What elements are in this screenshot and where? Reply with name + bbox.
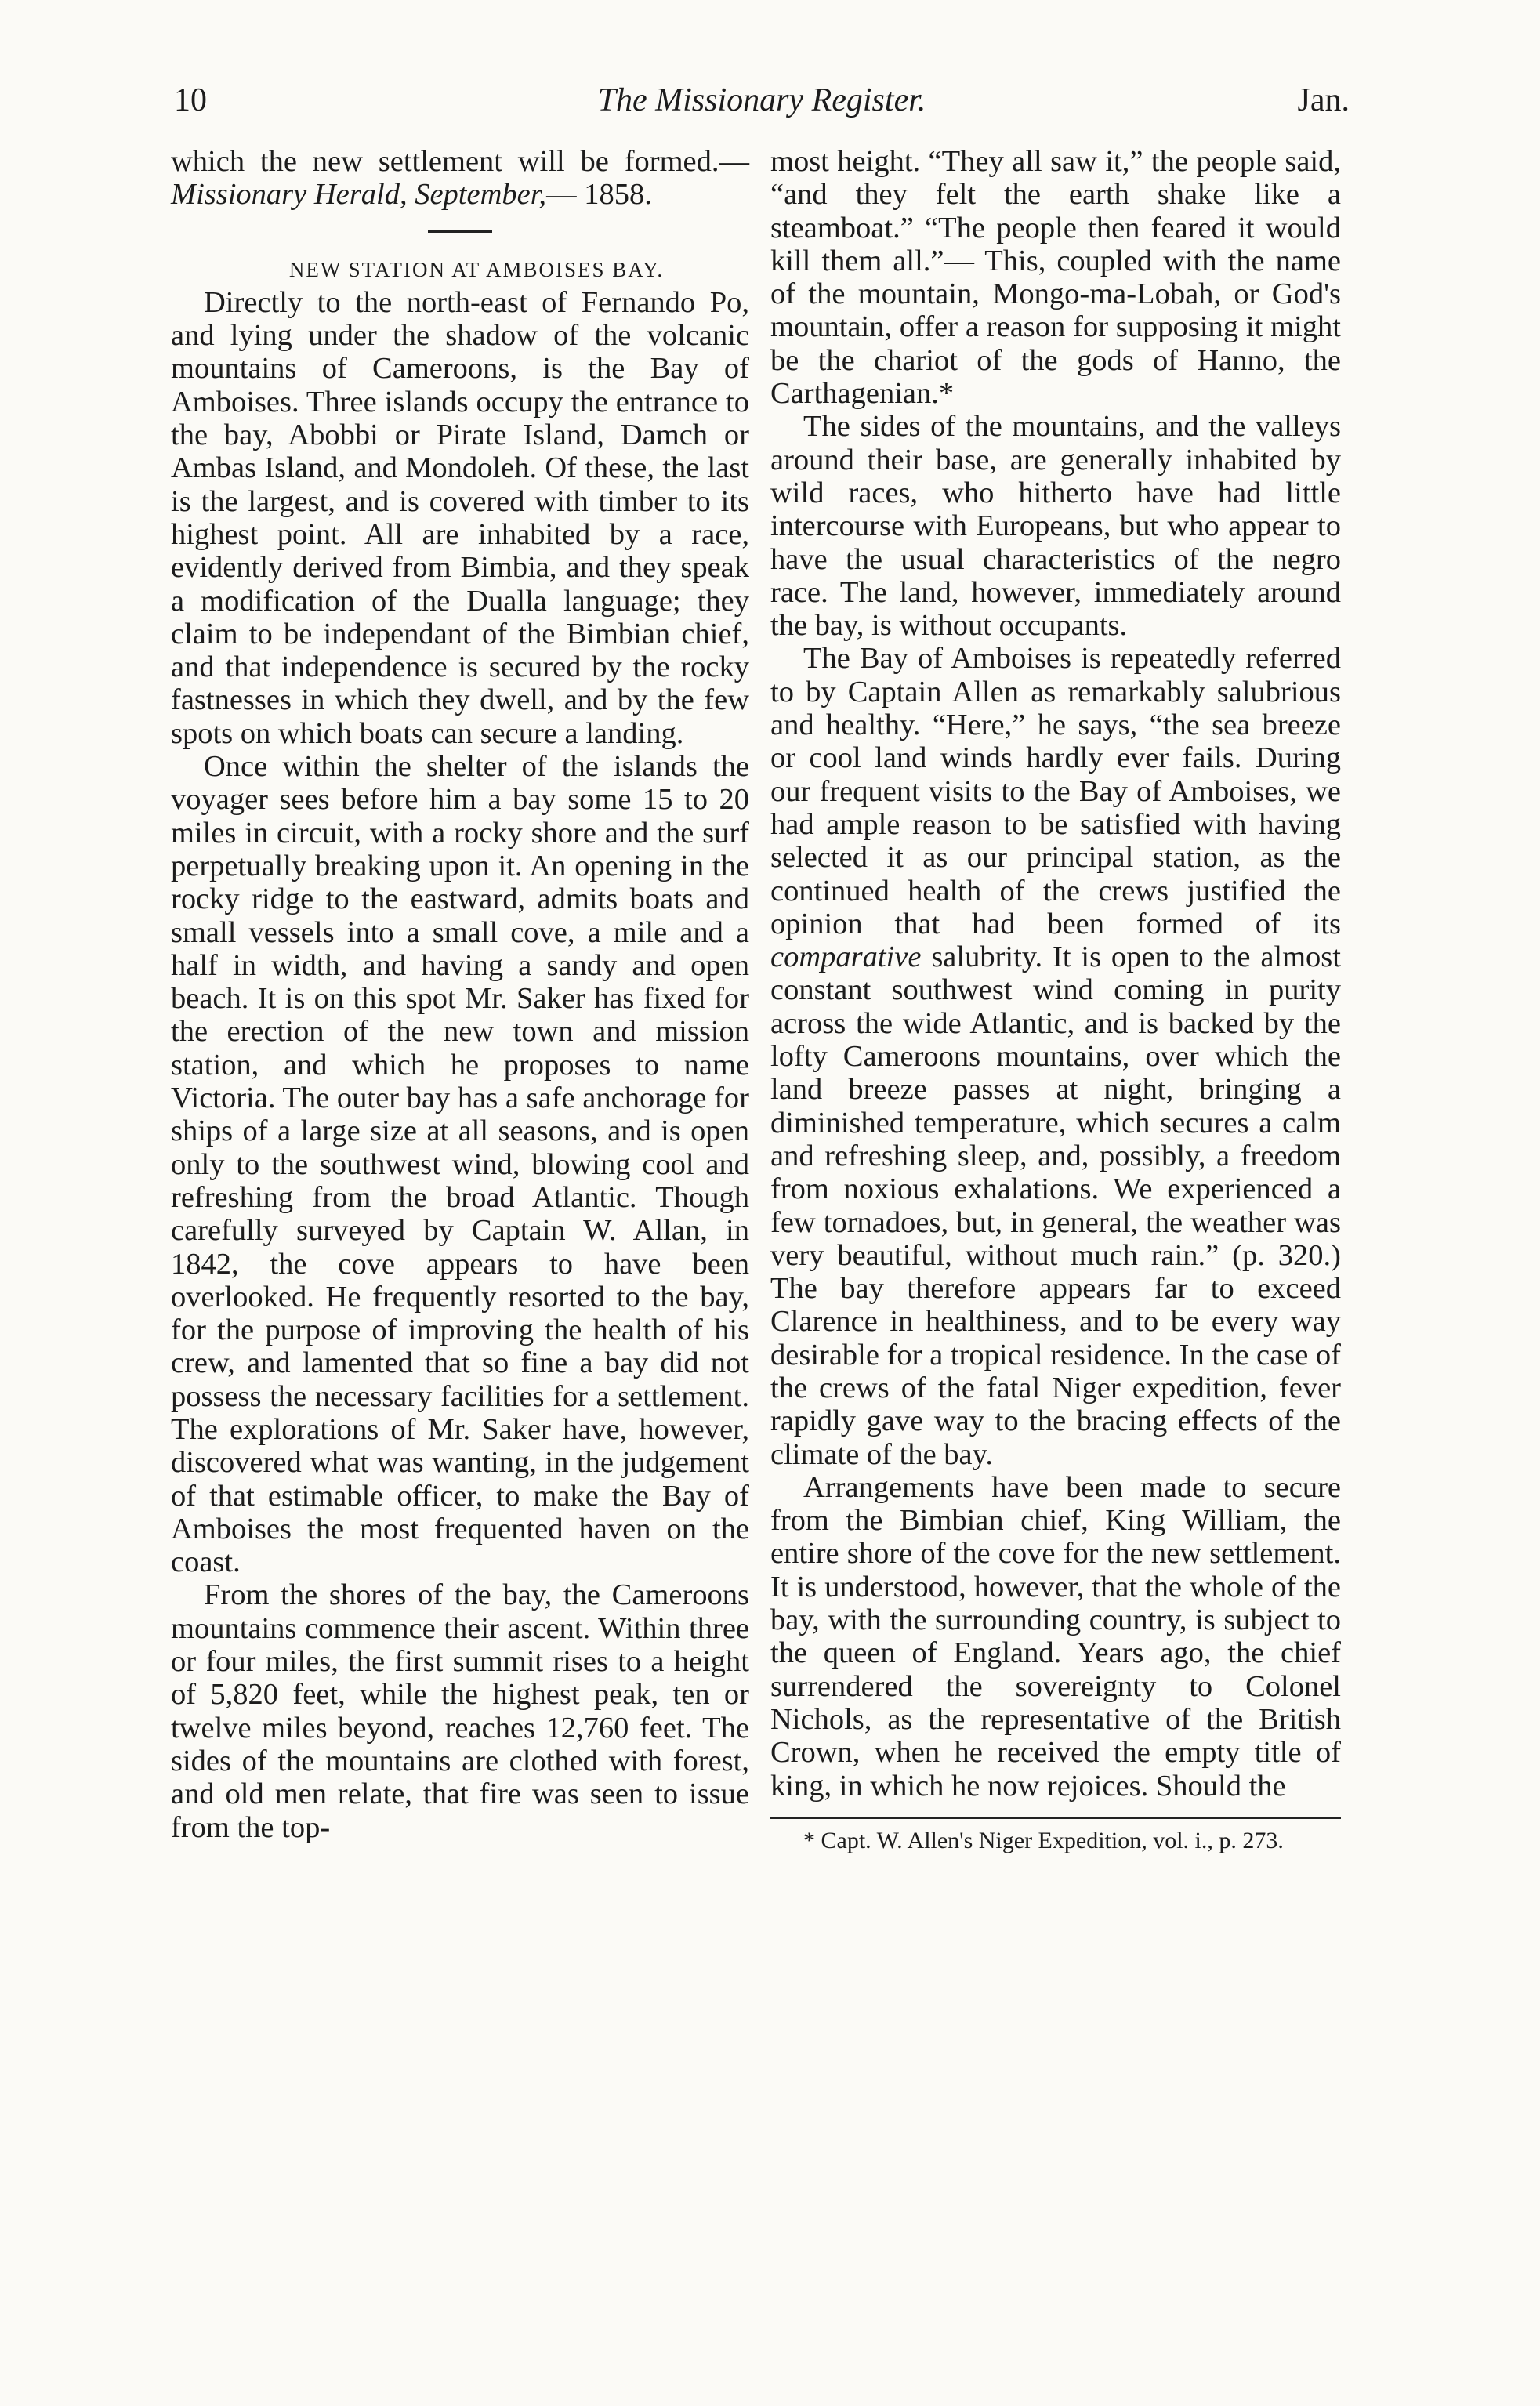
right-column <box>770 145 1341 1855</box>
body-paragraph: The sides of the mountains, and the valleys around their base, are generally inhabited by wild races, who hitherto have had little intercourse with Europeans, but who appear to have the usual characteristics of the negro race. The land, however, immediately around the bay, is without occupants. <box>770 410 1341 643</box>
source-citation-tail: — 1858. <box>546 178 652 212</box>
body-text: salubrity. It is open to the almost constant southwest wind coming in purity across the wide Atlantic, and is backed by the lofty Cameroons mountains, over which the land breeze passes at night, bringing a diminished temperature, which secures a calm and refreshing sleep, and, possibly, a freedom from noxious exhalations. We experienced a few tornadoes, but, in general, the weather was very beautiful, without much rain.” (p. 320.) The bay therefore appears far to exceed Clarence in healthiness, and to be every way desirable for a tropical residence. In the case of the crews of the fatal Niger expedition, fever rapidly gave way to the bracing effects of the climate of the bay. <box>770 940 1341 1471</box>
body-paragraph: Directly to the north-east of Fernando Po, and lying under the shadow of the volcanic mountains of Cameroons, is the Bay of Amboises. Three islands occupy the entrance to the bay, Abobbi or Pirate Island, Damch or Ambas Island, and Mondoleh. Of these, the last is the largest, and is covered with timber to its highest point. All are inhabited by a race, evidently derived from Bimbia, and they speak a modification of the Dualla language; they claim to be independant of the Bimbian chief, and that independence is secured by the rocky fastnesses in which they dwell, and by the few spots on which boats can secure a landing. <box>171 285 749 750</box>
running-header <box>174 82 1350 129</box>
body-paragraph: most height. “They all saw it,” the people said, “and they felt the earth shake like a steamboat.” “The people then feared it would kill them all.”— This, coupled with the name of the mountain, Mongo-ma-Lobah, or God's mountain, offer a reason for supposing it might be the chariot of the gods of Hanno, the Carthagenian.* <box>770 145 1341 411</box>
section-heading: NEW STATION AT AMBOISES BAY. <box>288 257 665 281</box>
body-paragraph: Arrangements have been made to secure from the Bimbian chief, King William, the entire shore of the cove for the new settlement. It is understood, however, that the whole of the bay, with the surrounding country, is subject to the queen of England. Years ago, the chief surrendered the sovereignty to Colonel Nichols, as the representative of the British Crown, when he received the empty title of king, in which he now rejoices. Should the <box>770 1470 1341 1803</box>
continuation-text: which the new settlement will be formed.— <box>171 145 749 178</box>
running-title: The Missionary Register. <box>597 82 926 118</box>
header-month: Jan. <box>1297 82 1350 118</box>
emphasis-text: comparative <box>770 940 922 974</box>
source-citation: Missionary Herald, September, <box>171 178 547 212</box>
section-divider <box>428 230 492 233</box>
body-paragraph <box>770 642 1341 1470</box>
body-text: The Bay of Amboises is repeatedly referred to by Captain Allen as remarkably salubrious and healthy. “Here,” he says, “the sea breeze or cool land winds hardly ever fails. During our frequent visits to the Bay of Amboises, we had ample reason to be satisfied with having selected it as our principal station, as the continued health of the crews justified the opinion that had been formed of its <box>770 642 1341 940</box>
footnote-divider <box>770 1817 1341 1819</box>
page-number: 10 <box>174 82 207 118</box>
body-paragraph: From the shores of the bay, the Cameroons mountains commence their ascent. Within three or four miles, the first summit rises to a height of 5,820 feet, while the highest peak, ten or twelve miles beyond, reaches 12,760 feet. The sides of the mountains are clothed with forest, and old men relate, that fire was seen to issue from the top- <box>171 1578 749 1844</box>
body-paragraph: Once within the shelter of the islands the voyager sees before him a bay some 15 to 20 miles in circuit, with a rocky shore and the surf perpetually breaking upon it. An opening in the rocky ridge to the eastward, admits boats and small vessels into a small cove, a mile and a half in width, and having a sandy and open beach. It is on this spot Mr. Saker has fixed for the erection of the new town and mission station, and which he proposes to name Victoria. The outer bay has a safe anchorage for ships of a large size at all seasons, and is open only to the southwest wind, blowing cool and refreshing from the broad Atlantic. Though carefully surveyed by Captain W. Allan, in 1842, the cove appears to have been overlooked. He frequently resorted to the bay, for the purpose of improving the health of his crew, and lamented that so fine a bay did not possess the necessary facilities for a settlement. The explorations of Mr. Saker have, however, discovered what was wanting, in the judgement of that estimable officer, to make the Bay of Amboises the most frequented haven on the coast. <box>171 750 749 1579</box>
footnote: * Capt. W. Allen's Niger Expedition, vol. i., p. 273. <box>803 1827 1284 1853</box>
continuation-paragraph <box>171 145 749 212</box>
left-column <box>171 145 749 1844</box>
